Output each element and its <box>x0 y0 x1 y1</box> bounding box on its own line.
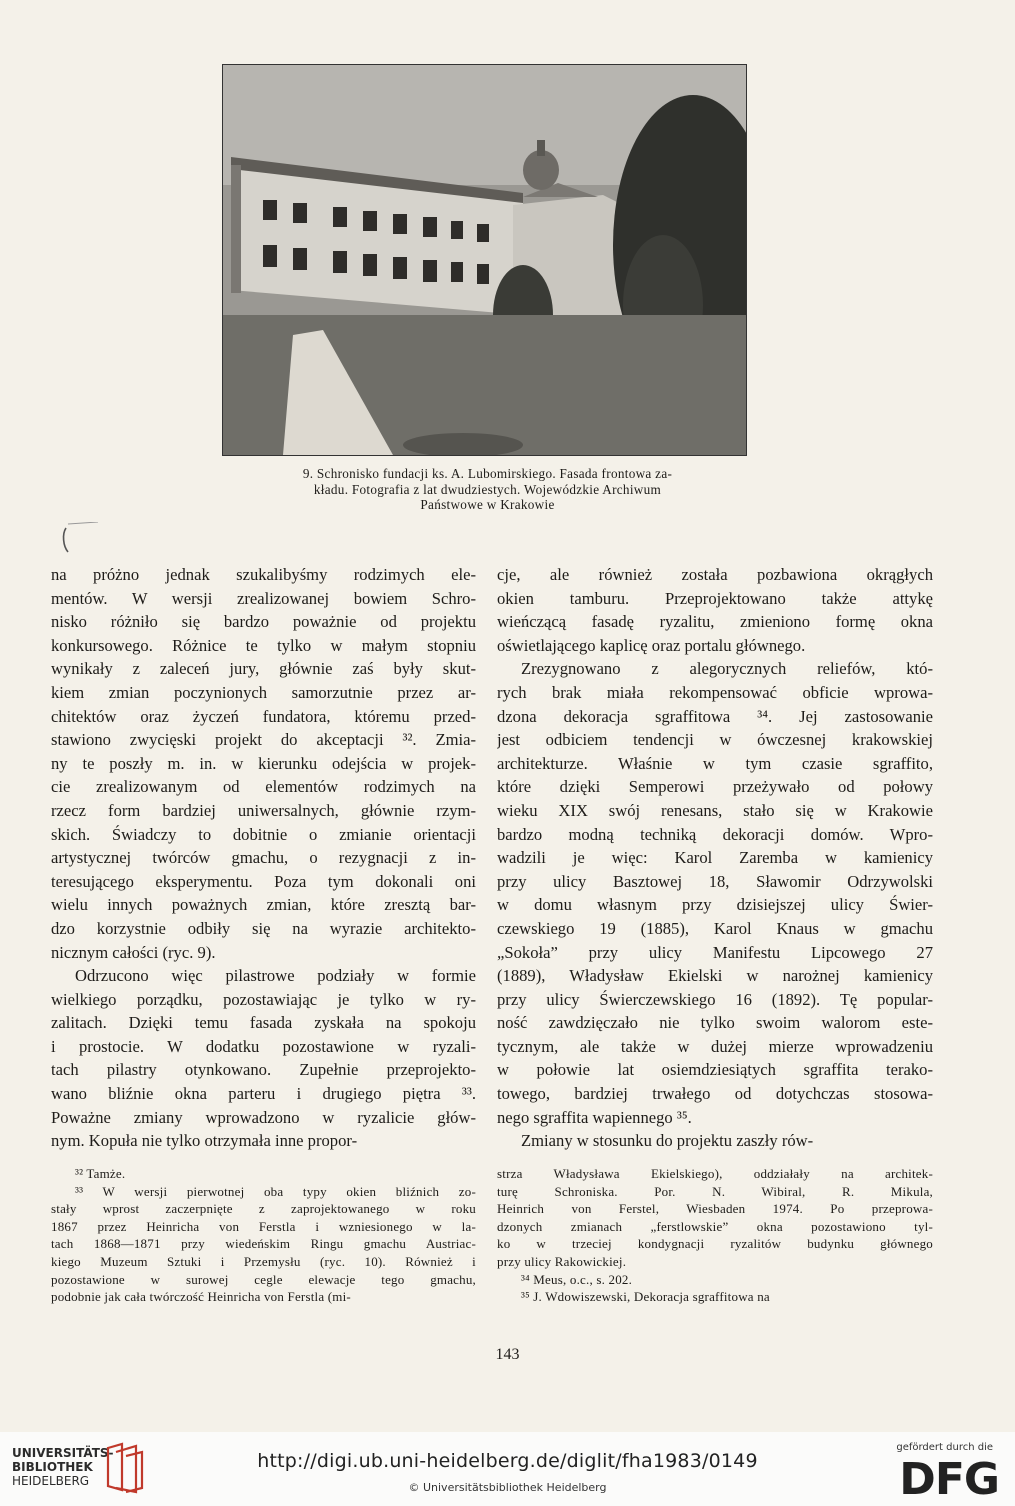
text-line: Zmiany w stosunku do projektu zaszły rów- <box>521 1131 814 1151</box>
text-line: wielkiego porządku, pozostawiając je tylko w ry- <box>51 989 476 1009</box>
text-line: Odrzucono więc pilastrowe podziały w formie <box>75 966 476 986</box>
text-line: strza Władysława Ekielskiego), oddziałały na architek- <box>497 1166 933 1181</box>
text-line: stały wprost zaczerpnięte z zaprojektowanego w roku <box>51 1201 476 1217</box>
page-number: 143 <box>495 1346 520 1363</box>
text-line: wynikały z zaleceń jury, głównie zaś były skut- <box>51 659 476 679</box>
copyright-notice: © Universitätsbibliothek Heidelberg <box>408 1481 607 1494</box>
left-text-column <box>51 563 476 1153</box>
text-line: przy ulicy Rakowickiej. <box>497 1253 627 1269</box>
digitization-footer <box>0 1432 1015 1506</box>
text-line: architekturze. Właśnie w tym czasie sgraffito, <box>497 753 933 773</box>
pencil-mark-icon <box>58 522 108 558</box>
library-name-line: BIBLIOTHEK <box>12 1460 93 1474</box>
text-line: rzecz form bardziej uniwersalnych, głównie rzym- <box>51 800 476 820</box>
text-line: które dzięki Semperowi przeżywało od połowy <box>497 777 933 797</box>
text-line: w połowie lat osiemdziesiątych sgraffita terako- <box>497 1060 933 1080</box>
text-line: dzonych zmianach „ferstlowskie” okna pozostawiono tyl- <box>497 1218 933 1234</box>
text-line: 1867 przez Heinricha von Ferstla i wzniesionego w la- <box>51 1218 476 1234</box>
text-line: wieńczącą fasadę ryzalitu, zmieniono formę okna <box>497 612 933 632</box>
text-line: cie zrealizowanym od elementów rodzimych na <box>51 777 476 797</box>
text-line: Heinrich von Ferstel, Wiesbaden 1974. Po przeprowa- <box>497 1201 933 1217</box>
text-line: (1889), Władysław Ekielski w narożnej kamienicy <box>497 966 933 986</box>
text-line: cje, ale również została pozbawiona okrągłych <box>497 565 933 584</box>
text-line: na próżno jednak szukalibyśmy rodzimych ele- <box>51 565 476 584</box>
text-line: oświetlającego kaplicę oraz portalu głównego. <box>497 635 806 655</box>
text-line: stawiono zwycięski projekt do akceptacji ³². Zmia- <box>51 730 476 750</box>
text-line: ko w trzeciej kondygnacji ryzalitów budynku głównego <box>497 1236 933 1252</box>
text-line: nicznym całości (ryc. 9). <box>51 942 216 962</box>
library-name-line: UNIVERSITÄTS- <box>12 1446 114 1460</box>
text-line: nym. Kopuła nie tylko otrzymała inne propor- <box>51 1131 358 1151</box>
text-line: ³⁴ Meus, o.c., s. 202. <box>521 1271 633 1287</box>
text-line: podobnie jak cała twórczość Heinricha von Ferstla (mi- <box>51 1289 351 1305</box>
text-line: przy ulicy Basztowej 18, Sławomir Odrzywolski <box>497 871 933 891</box>
footnotes-left <box>51 1165 476 1306</box>
text-line: wadzili je więc: Karol Zaremba w kamienicy <box>497 848 933 868</box>
dfg-logo[interactable]: DFG <box>899 1454 999 1505</box>
text-line: skich. Świadczy to dobitnie o zmianie orientacji <box>51 824 476 844</box>
text-line: zalitach. Dzięki temu fasada zyskała na spokoju <box>51 1013 476 1033</box>
text-line: ny te poszły m. in. w kierunku odejścia w projek- <box>51 753 476 773</box>
text-line: ³⁵ J. Wdowiszewski, Dekoracja sgraffitowa na <box>521 1289 770 1305</box>
text-line: teresującego eksperymentu. Poza tym dokonali oni <box>51 871 476 891</box>
building-photograph <box>222 64 747 456</box>
permalink-url[interactable]: http://digi.ub.uni-heidelberg.de/diglit/fha1983/0149 <box>257 1450 758 1472</box>
text-line: nego sgraffita wapiennego ³⁵. <box>497 1107 692 1127</box>
text-line: ność zawdzięczało nie tylko swoim walorom este- <box>497 1013 933 1033</box>
text-line: Zrezygnowano z alegorycznych reliefów, któ- <box>521 659 933 679</box>
text-line: wieku XIX swój renesans, stało się w Krakowie <box>497 800 933 820</box>
text-line: „Sokoła” przy ulicy Manifestu Lipcowego 27 <box>497 942 933 962</box>
text-line: tach pilastry otynkowano. Zupełnie przeprojekto- <box>51 1060 476 1080</box>
text-line: ³² Tamże. <box>75 1166 126 1181</box>
funding-note: gefördert durch die <box>896 1442 993 1453</box>
text-line: tycznym, ale także w dużej mierze wprowadzeniu <box>497 1036 933 1056</box>
text-line: wano bliźnie okna parteru i drugiego piętra ³³. <box>51 1084 476 1104</box>
text-line: w domu własnym przy dzisiejszej ulicy Świer- <box>497 895 933 915</box>
text-line: kiem zmian poczynionych samorzutnie przez ar- <box>51 682 476 702</box>
text-line: kiego Muzeum Sztuki i Przemysłu (ryc. 10). Również i <box>51 1253 476 1269</box>
right-text-column <box>497 563 933 1153</box>
text-line: artystycznej twórców gmachu, o rezygnacji z in- <box>51 848 476 868</box>
text-line: chitektów oraz życzeń fundatora, któremu przed- <box>51 706 476 726</box>
text-line: jest odbiciem tendencji w ówczesnej krakowskiej <box>497 730 933 750</box>
text-line: towego, bardziej trwałego od dotychczas stosowa- <box>497 1084 933 1104</box>
text-line: konkursowego. Różnice te tylko w małym stopniu <box>51 635 476 655</box>
text-line: czewskiego 19 (1885), Karol Knaus w gmachu <box>497 918 933 938</box>
text-line: mentów. W wersji zrealizowanej bowiem Schro- <box>51 588 476 608</box>
caption-line: 9. Schronisko fundacji ks. A. Lubomirskiego. Fasada frontowa za- <box>302 466 673 481</box>
caption-line: kładu. Fotografia z lat dwudziestych. Wojewódzkie Archiwum <box>313 481 662 497</box>
text-line: rych brak miała rekompensować obficie wprowa- <box>497 682 933 702</box>
text-line: turę Schroniska. Por. N. Wibiral, R. Mikula, <box>497 1183 933 1199</box>
text-line: ³³ W wersji pierwotnej oba typy okien bliźnich zo- <box>75 1183 476 1199</box>
text-line: Poważne zmiany wprowadzono w ryzalicie głów- <box>51 1107 476 1127</box>
text-line: i prostocie. W dodatku pozostawione w ryzali- <box>51 1036 476 1056</box>
footnotes-right <box>497 1165 933 1306</box>
text-line: tach 1868—1871 przy wiedeńskim Ringu gmachu Austriac- <box>51 1236 476 1252</box>
figure-caption <box>215 466 760 513</box>
text-line: pozostawione w surowej cegle elewacje tego gmachu, <box>51 1271 476 1287</box>
text-line: dzona dekoracja sgraffitowa ³⁴. Jej zastosowanie <box>497 706 933 726</box>
text-line: dzo korzystnie odbiły się na wyrazie architekto- <box>51 918 476 938</box>
text-line: nisko różniło się bardzo poważnie od projektu <box>51 612 476 632</box>
text-line: przy ulicy Świerczewskiego 16 (1892). Tę popular- <box>497 989 933 1009</box>
text-line: wielu innych poważnych zmian, które zresztą bar- <box>51 895 476 915</box>
text-line: bardzo modną techniką dekoracji domów. Wpro- <box>497 824 933 844</box>
caption-line: Państwowe w Krakowie <box>420 497 555 512</box>
library-city: HEIDELBERG <box>12 1474 90 1488</box>
text-line: okien tamburu. Przeprojektowano także attykę <box>497 588 933 608</box>
